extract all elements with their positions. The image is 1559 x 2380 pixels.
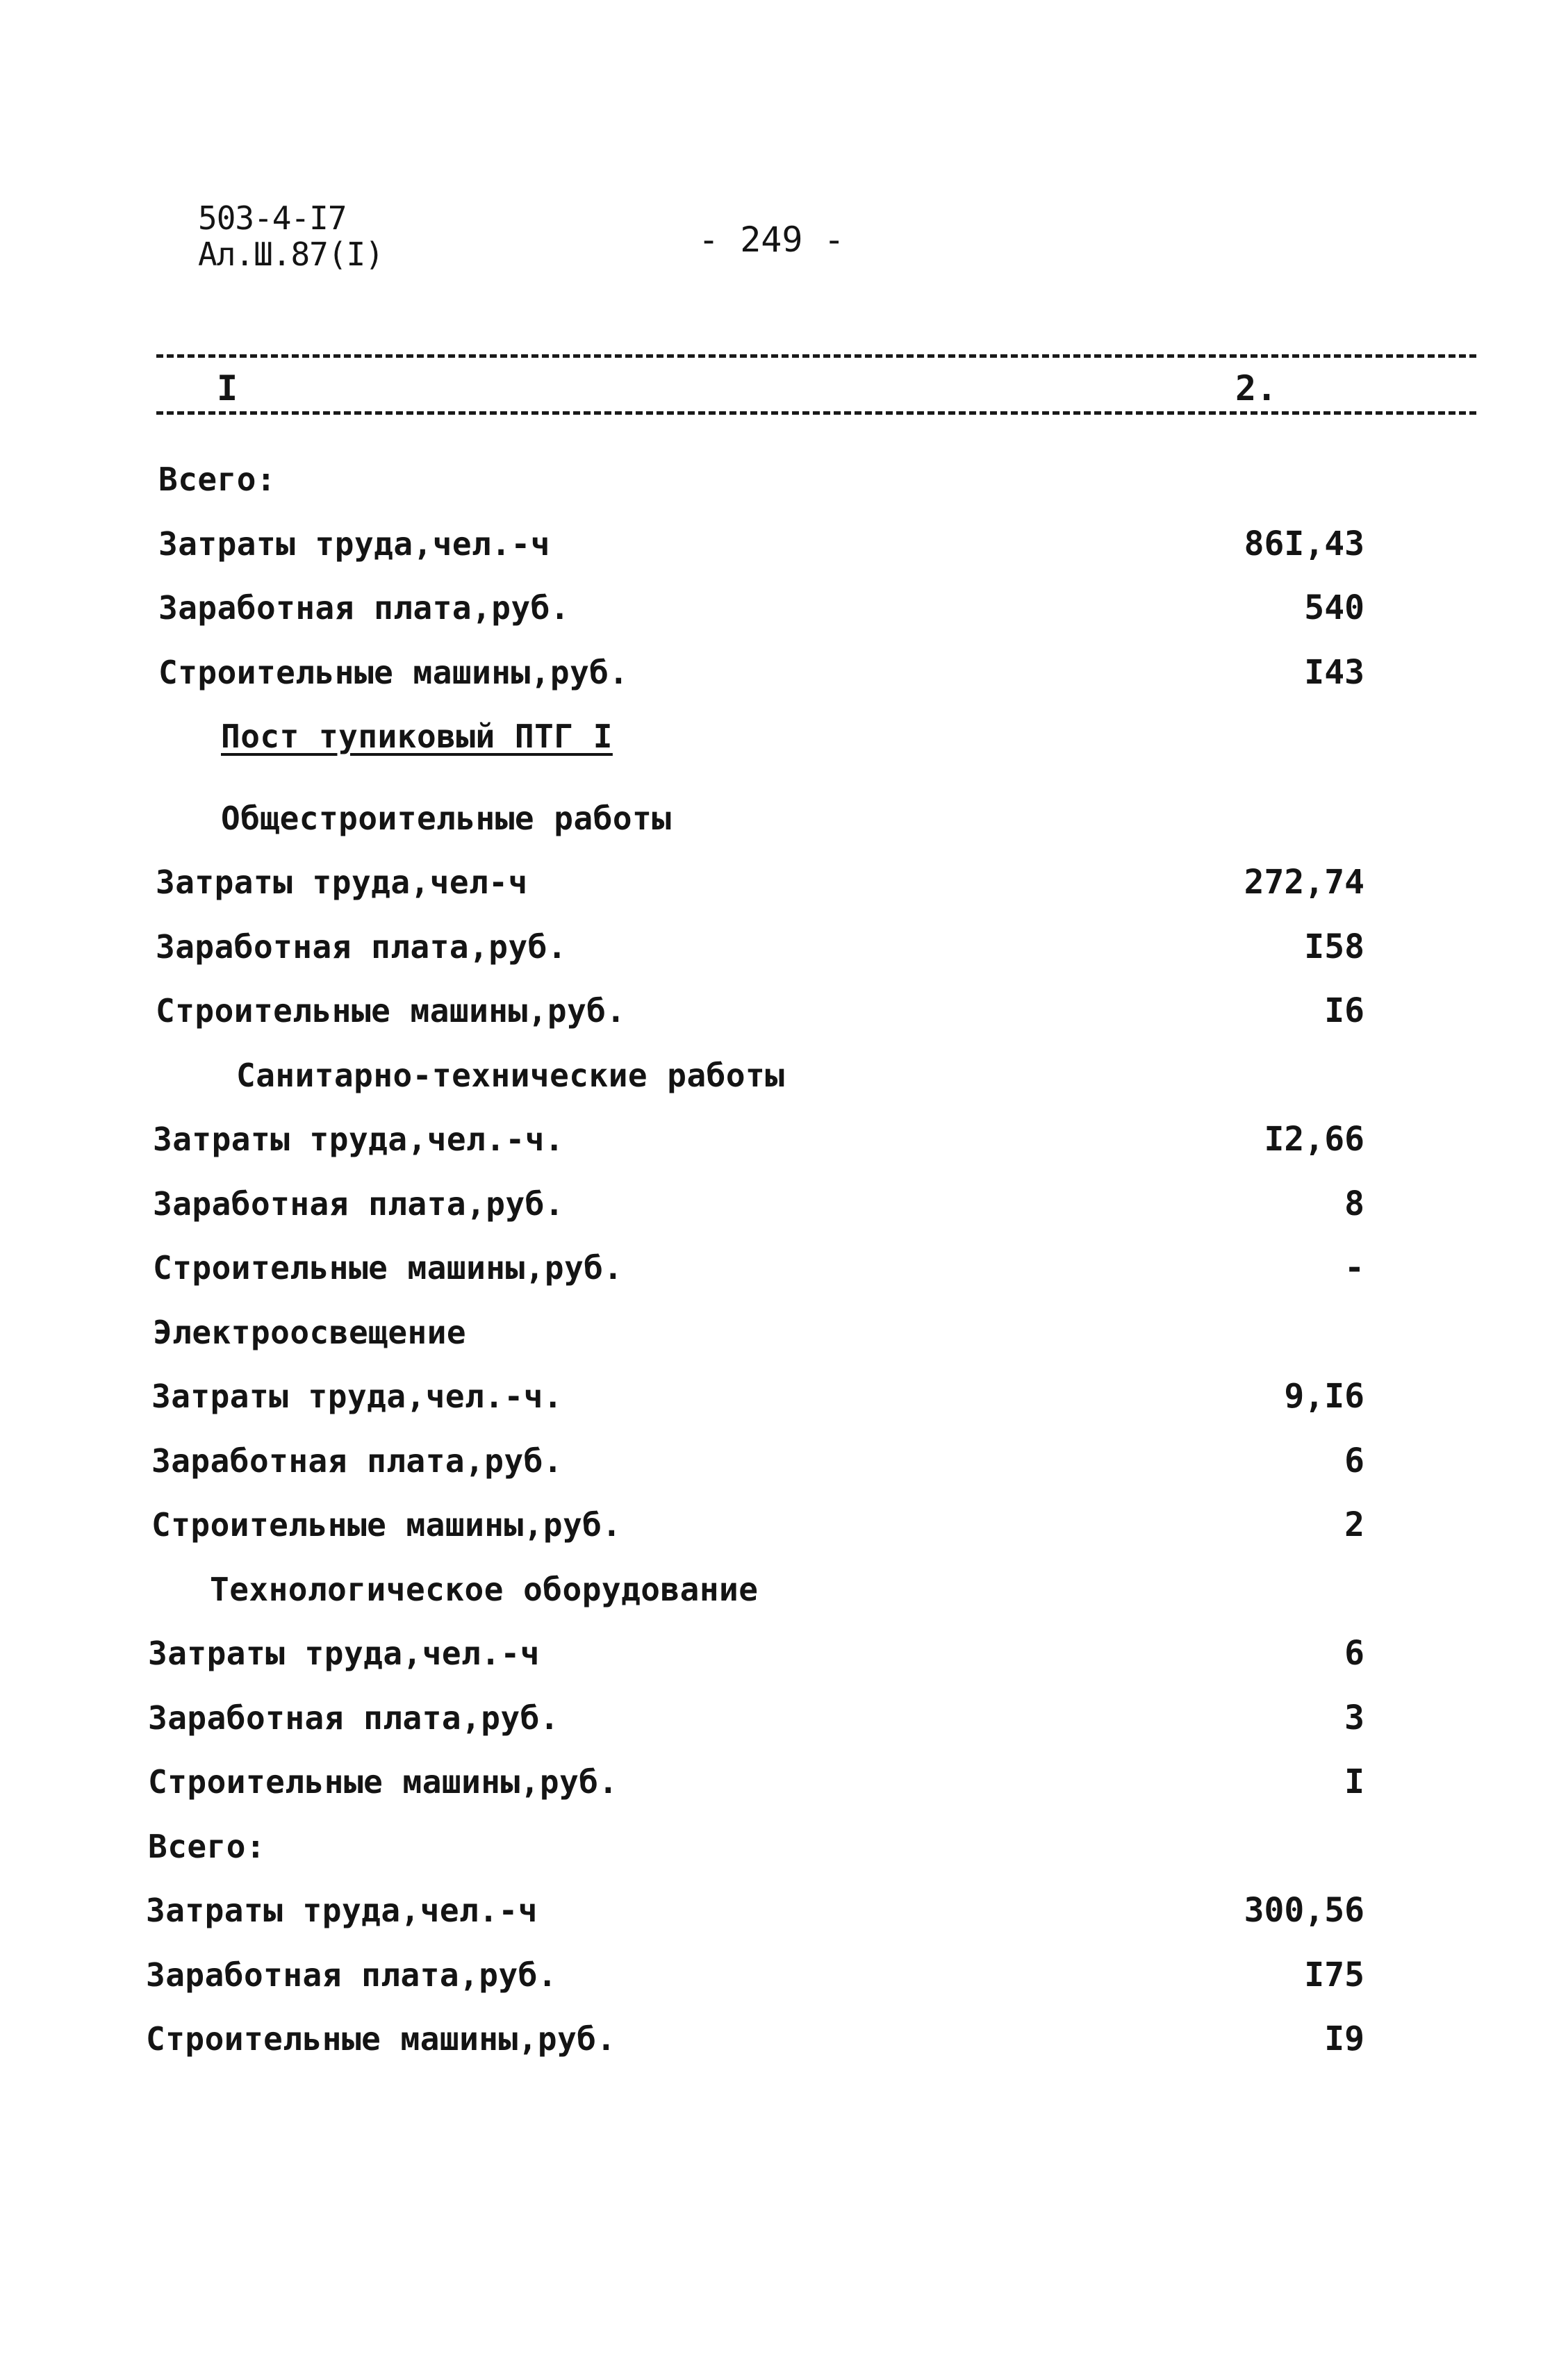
table-header-rule-bottom	[156, 411, 1476, 415]
subsection-heading-row	[0, 794, 1559, 843]
row-label: Заработная плата,руб.	[148, 1699, 560, 1737]
table-row	[0, 1758, 1559, 1806]
table-row	[0, 1180, 1559, 1228]
row-label: Строительные машины,руб.	[146, 2020, 616, 2058]
row-label: Строительные машины,руб.	[153, 1249, 623, 1287]
table-row	[0, 2015, 1559, 2063]
row-label: Строительные машины,руб.	[156, 992, 626, 1030]
table-row	[0, 1115, 1559, 1164]
row-value: 272,74	[1244, 863, 1364, 902]
table-row	[0, 1372, 1559, 1421]
column-header-1: I	[217, 368, 238, 408]
section-heading-row	[0, 712, 1559, 761]
document-code	[198, 200, 383, 272]
table-row	[0, 923, 1559, 971]
table-row	[0, 1886, 1559, 1935]
table-header-rule-top	[156, 354, 1476, 358]
row-value: 300,56	[1244, 1891, 1364, 1930]
subsection-heading-row	[0, 1565, 1559, 1614]
table-row	[0, 584, 1559, 632]
row-value: 86I,43	[1244, 524, 1364, 563]
subsection-title: Электроосвещение	[153, 1314, 467, 1351]
row-value: 9,I6	[1284, 1377, 1364, 1416]
table-row	[0, 1951, 1559, 1999]
table-row	[0, 1694, 1559, 1742]
row-value: 6	[1344, 1441, 1364, 1480]
table-row	[0, 455, 1559, 504]
row-label: Строительные машины,руб.	[151, 1506, 622, 1544]
row-label: Всего:	[148, 1828, 266, 1865]
row-value: -	[1344, 1248, 1364, 1287]
row-label: Строительные машины,руб.	[148, 1763, 618, 1801]
row-label: Затраты труда,чел.-ч.	[153, 1121, 565, 1158]
table-row	[0, 1629, 1559, 1678]
row-value: 3	[1344, 1699, 1364, 1737]
subsection-title: Общестроительные работы	[221, 800, 672, 837]
row-label: Затраты труда,чел.-ч	[146, 1892, 538, 1929]
table-row	[0, 858, 1559, 907]
row-label: Затраты труда,чел.-ч	[148, 1635, 540, 1672]
subsection-heading-row	[0, 1308, 1559, 1357]
row-value: I75	[1304, 1956, 1364, 1994]
table-row	[0, 1822, 1559, 1871]
row-value: 8	[1344, 1184, 1364, 1223]
row-label: Заработная плата,руб.	[156, 928, 568, 966]
table-row	[0, 648, 1559, 697]
table-row	[0, 1243, 1559, 1292]
document-code-line-1: 503-4-I7	[198, 199, 347, 237]
row-label: Заработная плата,руб.	[158, 589, 570, 627]
subsection-title: Санитарно-технические работы	[236, 1057, 785, 1094]
column-header-2: 2.	[1235, 368, 1278, 408]
row-label: Всего:	[158, 461, 277, 498]
row-label: Строительные машины,руб.	[158, 654, 629, 691]
subsection-heading-row	[0, 1051, 1559, 1100]
row-value: 2	[1344, 1505, 1364, 1544]
page-number: - 249 -	[698, 220, 845, 260]
row-value: I43	[1304, 653, 1364, 692]
row-value: I58	[1304, 927, 1364, 966]
row-value: 6	[1344, 1634, 1364, 1673]
row-label: Затраты труда,чел.-ч	[158, 525, 550, 563]
row-value: 540	[1304, 588, 1364, 627]
section-title: Пост тупиковый ПТГ I	[221, 718, 613, 755]
row-label: Заработная плата,руб.	[146, 1956, 558, 1994]
document-code-line-2: Ал.Ш.87(I)	[198, 235, 383, 273]
row-label: Заработная плата,руб.	[151, 1442, 563, 1480]
table-row	[0, 986, 1559, 1035]
row-label: Затраты труда,чел-ч	[156, 863, 528, 901]
row-value: I	[1344, 1762, 1364, 1801]
table-row	[0, 520, 1559, 568]
table-row	[0, 1437, 1559, 1485]
row-value: I6	[1324, 991, 1364, 1030]
row-value: I9	[1324, 2019, 1364, 2058]
row-label: Заработная плата,руб.	[153, 1185, 565, 1223]
row-value: I2,66	[1264, 1120, 1364, 1159]
row-label: Затраты труда,чел.-ч.	[151, 1378, 563, 1415]
subsection-title: Технологическое оборудование	[210, 1571, 759, 1608]
table-row	[0, 1501, 1559, 1549]
